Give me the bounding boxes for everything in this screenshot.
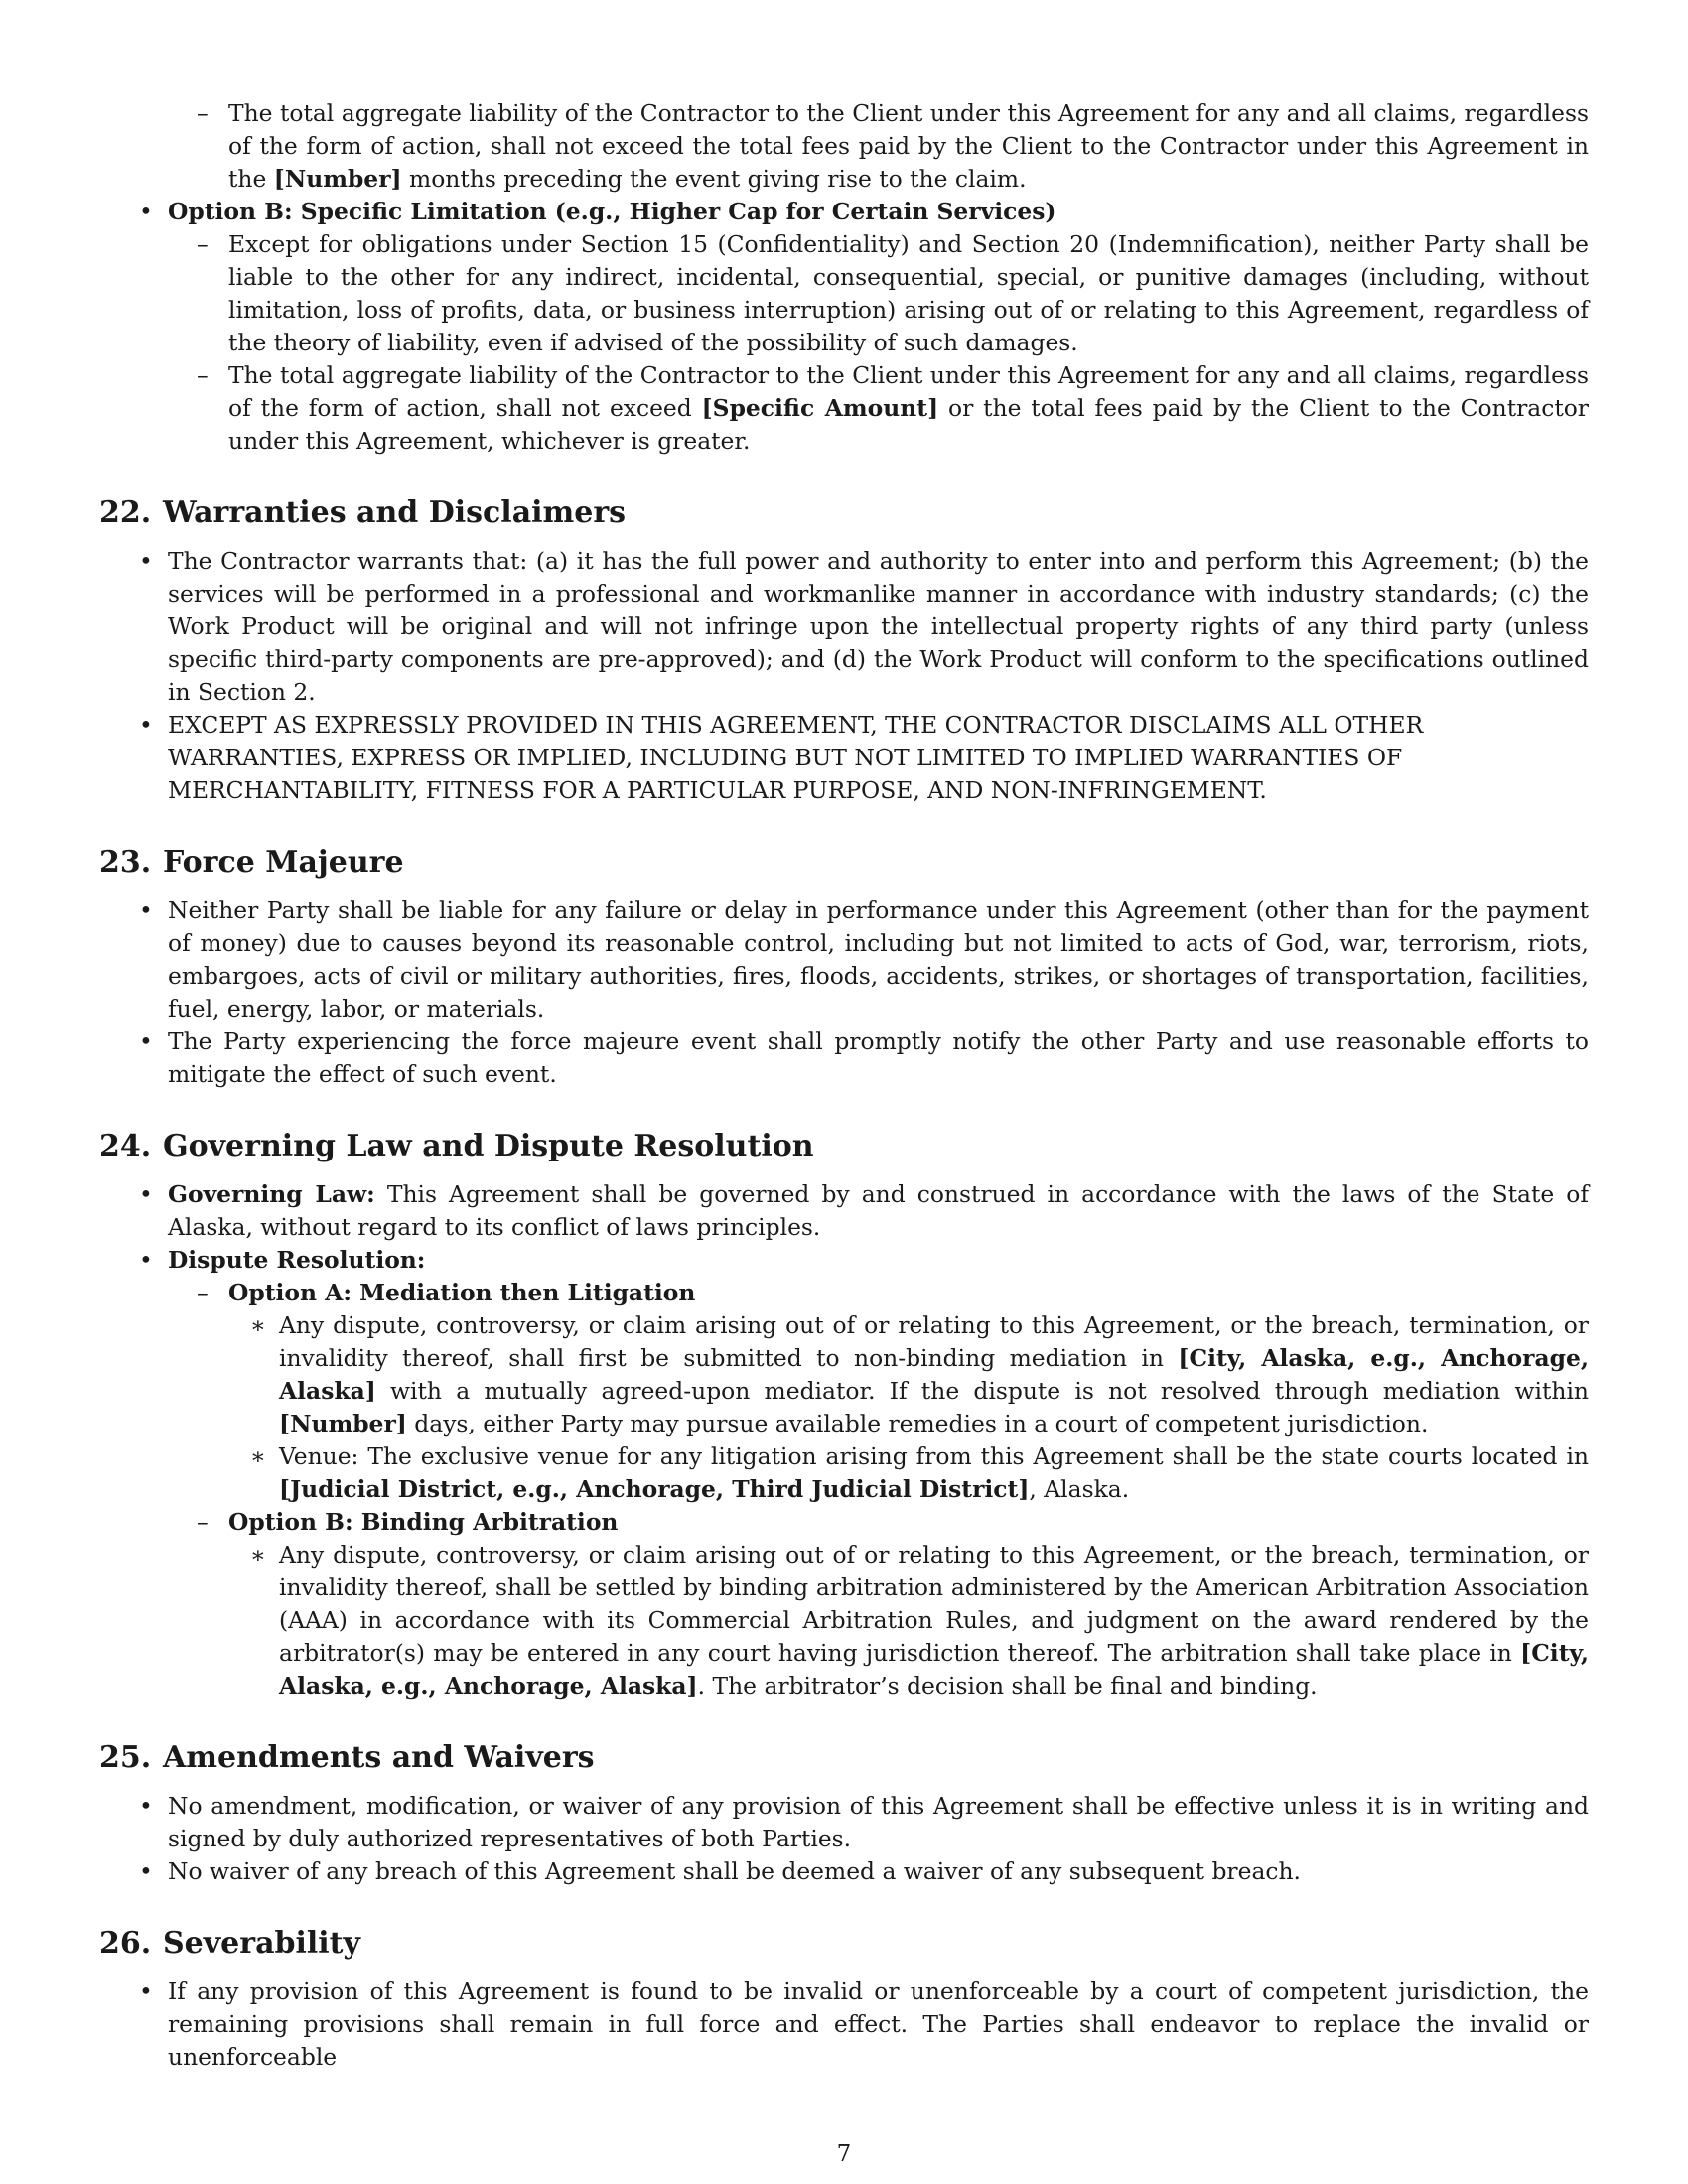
section-heading-25: 25. Amendments and Waivers bbox=[99, 1740, 595, 1775]
list-item: • Governing Law: This Agreement shall be governed by and construed in accordance with the laws of the State of Alaska, without regard to its conflict of laws principles. bbox=[99, 1178, 1589, 1244]
list-item: – The total aggregate liability of the Contractor to the Client under this Agreement for any and all claims, regardless of the form of action, shall not exceed the total fees paid by the Client to the Contractor under this Agreement in the [Number] months preceding the event giving rise to the claim. bbox=[99, 97, 1589, 196]
placeholder-text: [City, Alaska, e.g., Anchorage, Alaska] bbox=[279, 1639, 1589, 1700]
list-item: • Dispute Resolution: bbox=[99, 1244, 1589, 1277]
list-item: • The Contractor warrants that: (a) it has the full power and authority to enter into and perform this Agreement; (b) the services will be performed in a professional and workmanlike manner in accordance with industry standards; (c) the Work Product will be original and will not infringe upon the intellectual property rights of any third party (unless specific third-party components are pre-approved); and (d) the Work Product will conform to the specifications outlined in Section 2. bbox=[99, 545, 1589, 709]
section-heading-23: 23. Force Majeure bbox=[99, 845, 404, 880]
list-item: • The Party experiencing the force majeure event shall promptly notify the other Party and use reasonable efforts to mitigate the effect of such event. bbox=[99, 1025, 1589, 1091]
list-item bbox=[99, 196, 1589, 228]
list-item: – Except for obligations under Section 15 (Confidentiality) and Section 20 (Indemnification), neither Party shall be liable to the other for any indirect, incidental, consequential, special, or punitive damages (including, without limitation, loss of profits, data, or business interruption) arising out of or relating to this Agreement, regardless of the theory of liability, even if advised of the possibility of such damages. bbox=[99, 228, 1589, 359]
document-page bbox=[99, 97, 1589, 2074]
list-item: • No amendment, modification, or waiver of any provision of this Agreement shall be effective unless it is in writing and signed by duly authorized representatives of both Parties. bbox=[99, 1790, 1589, 1855]
page-number: 7 bbox=[836, 2141, 852, 2167]
option-heading: Option B: Binding Arbitration bbox=[228, 1508, 619, 1536]
option-heading: Option B: Specific Limitation (e.g., Higher Cap for Certain Services) bbox=[168, 198, 1056, 225]
list-item: ∗ Any dispute, controversy, or claim arising out of or relating to this Agreement, or the breach, termination, or invalidity thereof, shall be settled by binding arbitration administered by the American Arbitration Association (AAA) in accordance with its Commercial Arbitration Rules, and judgment on the award rendered by the arbitrator(s) may be entered in any court having jurisdiction thereof. The arbitration shall take place in [City, Alaska, e.g., Anchorage, Alaska]. The arbitrator’s decision shall be final and binding. bbox=[99, 1539, 1589, 1703]
list-item bbox=[99, 1506, 1589, 1539]
list-item: – The total aggregate liability of the Contractor to the Client under this Agreement for any and all claims, regardless of the form of action, shall not exceed [Specific Amount] or the total fees paid by the Client to the Contractor under this Agreement, whichever is greater. bbox=[99, 359, 1589, 458]
option-heading: Option A: Mediation then Litigation bbox=[228, 1279, 696, 1306]
placeholder-text: [Number] bbox=[273, 165, 402, 193]
section-heading-24: 24. Governing Law and Dispute Resolution bbox=[99, 1129, 814, 1163]
list-item: ∗ Venue: The exclusive venue for any litigation arising from this Agreement shall be the state courts located in [Judicial District, e.g., Anchorage, Third Judicial District], Alaska. bbox=[99, 1440, 1589, 1506]
list-item: ∗ Any dispute, controversy, or claim arising out of or relating to this Agreement, or the breach, termination, or invalidity thereof, shall first be submitted to non-binding mediation in [City, Alaska, e.g., Anchorage, Alaska] with a mutually agreed-upon mediator. If the dispute is not resolved through mediation within [Number] days, either Party may pursue available remedies in a court of competent jurisdiction. bbox=[99, 1309, 1589, 1440]
list-item: • No waiver of any breach of this Agreement shall be deemed a waiver of any subsequent breach. bbox=[99, 1855, 1589, 1888]
placeholder-text: [Specific Amount] bbox=[701, 394, 939, 422]
list-item: • If any provision of this Agreement is found to be invalid or unenforceable by a court of competent jurisdiction, the remaining provisions shall remain in full force and effect. The Parties shall endeavor to replace the invalid or unenforceable bbox=[99, 1976, 1589, 2074]
placeholder-text: [Judicial District, e.g., Anchorage, Third Judicial District] bbox=[279, 1475, 1030, 1503]
section-heading-26: 26. Severability bbox=[99, 1926, 360, 1961]
list-item bbox=[99, 1277, 1589, 1309]
list-item: • EXCEPT AS EXPRESSLY PROVIDED IN THIS AGREEMENT, THE CONTRACTOR DISCLAIMS ALL OTHER WARRANTIES, EXPRESS OR IMPLIED, INCLUDING BUT NOT LIMITED TO IMPLIED WARRANTIES OF MERCHANTABILITY, FITNESS FOR A PARTICULAR PURPOSE, AND NON-INFRINGEMENT. bbox=[99, 709, 1589, 807]
section-heading-22: 22. Warranties and Disclaimers bbox=[99, 495, 627, 530]
placeholder-text: [City, Alaska, e.g., Anchorage, Alaska] bbox=[279, 1344, 1590, 1405]
list-item: • Neither Party shall be liable for any failure or delay in performance under this Agreement (other than for the payment of money) due to causes beyond its reasonable control, including but not limited to acts of God, war, terrorism, riots, embargoes, acts of civil or military authorities, fires, floods, accidents, strikes, or shortages of transportation, facilities, fuel, energy, labor, or materials. bbox=[99, 894, 1589, 1025]
placeholder-text: [Number] bbox=[279, 1410, 407, 1437]
